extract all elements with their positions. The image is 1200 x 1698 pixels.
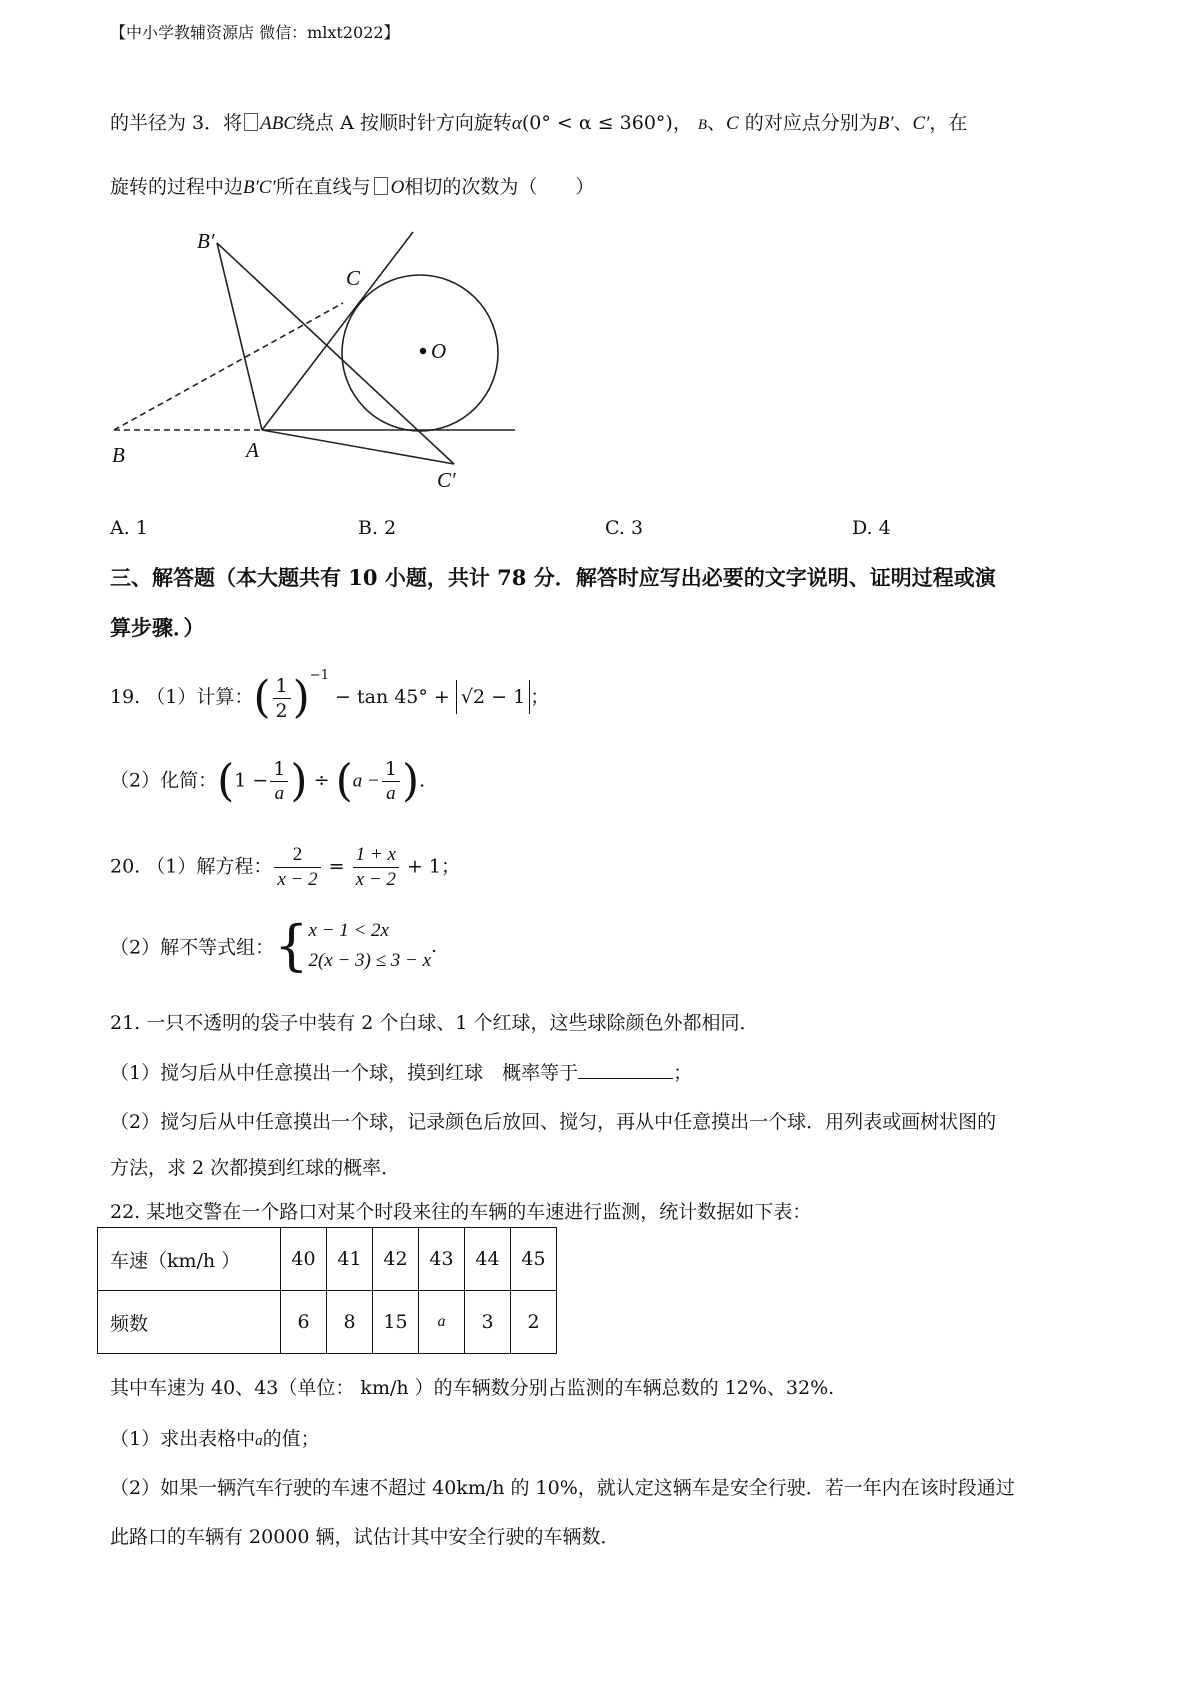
q21-part2-cont: 方法，求 2 次都摸到红球的概率． — [110, 1157, 401, 1179]
inequality-system: x − 1 < 2x 2(x − 3) ≤ 3 − x — [308, 920, 432, 971]
q22-note: 其中车速为 40、43（单位： km/h ）的车辆数分别占监测的车辆总数的 12%、32%. — [110, 1377, 835, 1399]
table-row-speed — [98, 1228, 557, 1291]
center-dot — [420, 348, 426, 354]
label-a: A — [246, 438, 259, 462]
table-cell: 15 — [373, 1291, 419, 1354]
q21-stem: 21. 一只不透明的袋子中装有 2 个白球、1 个红球，这些球除颜色外都相同． — [110, 1012, 759, 1034]
option-a: A. 1 — [110, 517, 148, 539]
label-b-prime: B′ — [197, 229, 215, 253]
table-cell: 44 — [465, 1228, 511, 1291]
option-b: B. 2 — [358, 517, 397, 539]
label-c-prime: C′ — [437, 468, 456, 492]
table-cell: 6 — [281, 1291, 327, 1354]
label-c: C — [346, 266, 361, 290]
q22-part2: （2）如果一辆汽车行驶的车速不超过 40km/h 的 10%，就认定这辆车是安全行驶．若一年内在该时段通过 — [110, 1477, 1015, 1499]
table-cell: 45 — [511, 1228, 557, 1291]
absolute-value: √2 − 1 — [456, 680, 530, 714]
section-heading: 三、解答题（本大题共有 10 小题，共计 78 分．解答时应写出必要的文字说明、证明过程或演 — [110, 565, 996, 590]
option-c: C. 3 — [605, 517, 644, 539]
fraction-1-over-a: $\frac{1}{a}$ — [270, 757, 288, 806]
q21-part1: （1）搅匀后从中任意摸出一个球，摸到红球 概率等于 ； — [110, 1062, 693, 1084]
fraction-2-over-x-2: $\frac{2}{x - 2}$ — [274, 843, 320, 892]
answer-blank[interactable] — [578, 1060, 673, 1079]
table-header-frequency: 频数 — [98, 1291, 281, 1354]
q21-part2: （2）搅匀后从中任意摸出一个球，记录颜色后放回、搅匀，再从中任意摸出一个球．用列表或画树状图的 — [110, 1111, 997, 1133]
table-cell: 43 — [419, 1228, 465, 1291]
speed-frequency-table — [97, 1227, 557, 1354]
table-cell: 41 — [327, 1228, 373, 1291]
table-cell: 42 — [373, 1228, 419, 1291]
side-ab-prime — [217, 243, 262, 430]
table-cell: 2 — [511, 1291, 557, 1354]
fraction-1-over-a-2: $\frac{1}{a}$ — [382, 757, 400, 806]
q19-part2: （2）化简：(1 − $\frac{1}{a}$ ) ÷ (a − $\frac{1}{a}$ ). — [110, 755, 426, 807]
brace-icon: { — [274, 914, 309, 977]
dashed-line-bc — [114, 303, 343, 430]
q18-line1: 的半径为 3．将 ABC绕点 A 按顺时针方向旋转α(0° < α ≤ 360°)， B、C 的对应点分别为B′、C′，在 — [110, 112, 968, 134]
q20-part2: （2）解不等式组：{ x − 1 < 2x 2(x − 3) ≤ 3 − x . — [110, 914, 438, 977]
table-cell: 8 — [327, 1291, 373, 1354]
q22-part1: （1）求出表格中a的值； — [110, 1428, 320, 1450]
table-cell: 3 — [465, 1291, 511, 1354]
q22-part2-cont: 此路口的车辆有 20000 辆，试估计其中安全行驶的车辆数． — [110, 1526, 620, 1548]
q18-line2: 旋转的过程中边B′C′所在直线与 O相切的次数为（ ） — [110, 176, 595, 198]
table-header-speed: 车速（km/h ） — [98, 1228, 281, 1291]
fraction-1x-over-x-2: $\frac{1 + x}{x - 2}$ — [353, 843, 399, 892]
label-b: B — [112, 443, 125, 467]
page-header: 【中小学教辅资源店 微信：mlxt2022】 — [110, 23, 400, 42]
option-d: D. 4 — [852, 517, 891, 539]
triangle-placeholder-icon — [244, 113, 258, 131]
label-o: O — [431, 339, 447, 363]
line-ac — [262, 232, 413, 430]
q22-stem: 22. 某地交警在一个路口对某个时段来往的车辆的车速进行监测，统计数据如下表： — [110, 1201, 812, 1223]
table-row-frequency — [98, 1291, 557, 1354]
circle-placeholder-icon — [374, 177, 388, 195]
q19-part1: 19. （1）计算：( $\frac{1}{2}$ )$^{-1}$ − tan 45° + √2 − 1 ； — [110, 668, 550, 723]
section-heading-cont: 算步骤．） — [110, 615, 205, 640]
side-acprime — [262, 430, 454, 464]
fraction-half: $\frac{1}{2}$ — [273, 674, 291, 723]
circle-o — [342, 275, 498, 431]
table-cell: 40 — [281, 1228, 327, 1291]
table-cell: a — [419, 1291, 465, 1354]
q20-part1: 20. （1）解方程： $\frac{2}{x - 2}$ = $\frac{1 + x}{x - 2}$ + 1； — [110, 844, 461, 890]
geometry-figure — [100, 225, 530, 505]
